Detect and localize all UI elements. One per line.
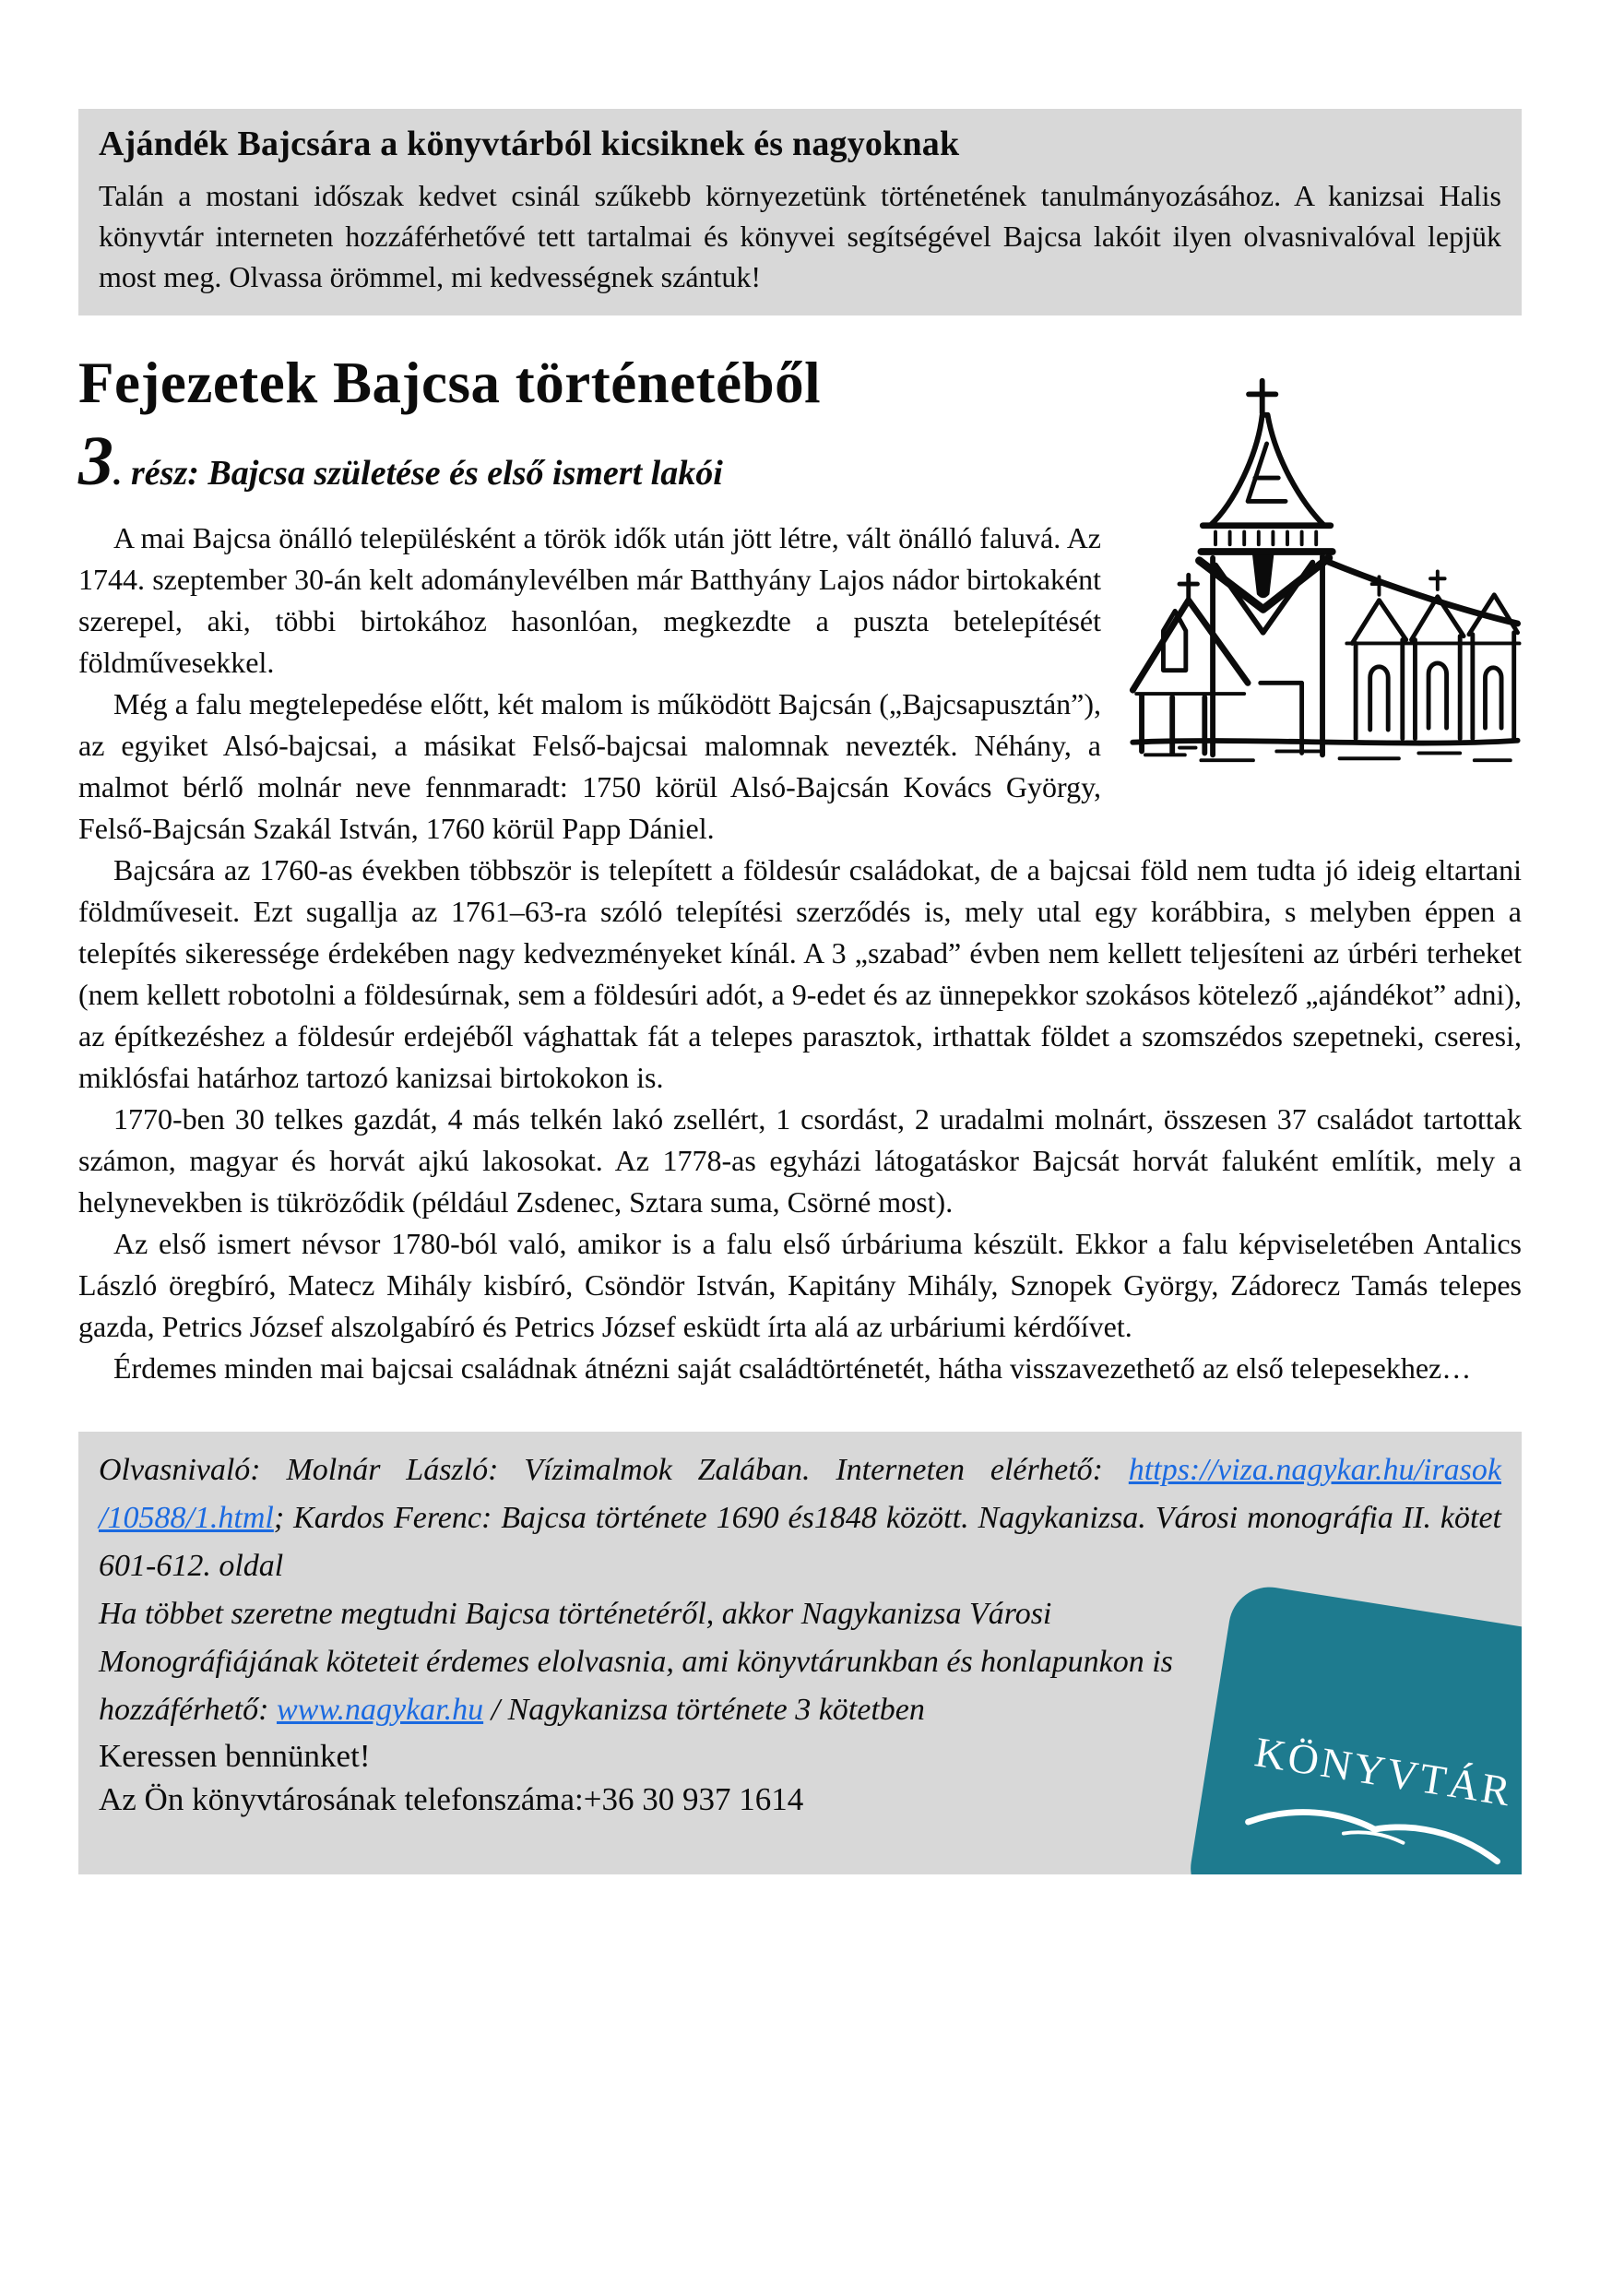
reading-info-box	[78, 1432, 1522, 1874]
church-illustration	[1125, 336, 1522, 767]
library-logo	[1185, 1581, 1522, 1874]
paragraph-3: Bajcsára az 1760-as években többször is telepített a földesúr családokat, de a bajcsai föld nem tudta jó ideig eltartani földműveseit. Ezt sugallja az 1761–63-ra szóló telepítési szerződés is, mely utal egy korábbira, s melyben éppen a telepítés sikeressége érdekében nagy kedvezményeket kínál. A 3 „szabad” évben nem kellett teljesíteni az úrbéri terheket (nem kellett robotolni a földesúrnak, sem a földesúri adót, a 9-edet és az ünnepekkor szokásos kötelező „ajándékot” adni), az építkezéshez a földesúr erdejéből vághattak fát a telepes parasztok, irthattak földet a szomszédos szepetneki, cseresi, miklósfai határhoz tartozó kanizsai birtokokon is.	[78, 852, 1522, 1094]
paragraph-2: Még a falu megtelepedése előtt, két malom is működött Bajcsán („Bajcsapusztán”), az egyiket Alsó-bajcsai, a másikat Felső-bajcsai malomnak nevezték. Néhány, a malmot bérlő molnár neve fennmaradt: 1750 körül Alsó-Bajcsán Kovács György, Felső-Bajcsán Szakál István, 1760 körül Papp Dániel.	[78, 686, 1101, 845]
church-line-drawing-icon	[1125, 336, 1522, 767]
announcement-box	[78, 109, 1522, 315]
librarian-phone-line: Az Ön könyvtárosának telefonszáma:+36 30 937 1614	[99, 1780, 804, 1817]
contact-cta: Keressen bennünket!	[99, 1737, 371, 1774]
monograph-text-after: / Nagykanizsa története 3 kötetben	[483, 1692, 925, 1727]
paragraph-4: 1770-ben 30 telkes gazdát, 4 más telkén lakó zsellért, 1 csordást, 2 uradalmi molnárt, összesen 37 családot tartottak számon, magyar és horvát ajkú lakosokat. Az 1778-as egyházi látogatáskor Bajcsát horvát faluként említik, mely a helynevekben is tükröződik (például Zsdenec, Sztara suma, Csörné most).	[78, 1101, 1522, 1219]
paragraph-5: Az első ismert névsor 1780-ból való, amikor is a falu első úrbáriuma készült. Ekkor a falu képviseletében Antalics László öregbíró, Matecz Mihály kisbíró, Csöndör István, Kapitány Mihály, Sznopek György, Zádorecz Tamás telepes gazda, Petrics József alszolgabíró és Petrics József esküdt írta alá az urbáriumi kérdőívet.	[78, 1226, 1522, 1343]
article-heading: Fejezetek Bajcsa történetéből	[78, 351, 822, 415]
refs-text-after: ; Kardos Ferenc: Bajcsa története 1690 és1848 között. Nagykanizsa. Városi monográfia II. kötet 601-612. oldal	[99, 1500, 1501, 1583]
part-number: 3	[78, 422, 113, 501]
paragraph-6: Érdemes minden mai bajcsai családnak átnézni saját családtörténetét, hátha visszavezethető az első telepesekhez…	[113, 1350, 1472, 1385]
viza-nagykar-link[interactable]: https://viza.nagykar.hu/irasok /10588/1.html	[99, 1452, 1501, 1535]
monograph-text-before: Ha többet szeretne megtudni Bajcsa történetéről, akkor Nagykanizsa Városi Monográfiájának köteteit érdemes elolvasnia, ami könyvtárunkban és honlapunkon is hozzáférhető:	[99, 1596, 1173, 1727]
library-logo-text: KÖNYVTÁR	[1251, 1728, 1516, 1815]
announcement-title: Ajándék Bajcsára a könyvtárból kicsiknek és nagyoknak	[99, 125, 960, 163]
refs-text-before: Olvasnivaló: Molnár László: Vízimalmok Zalában. Interneten elérhető:	[99, 1452, 1129, 1487]
page-content	[78, 109, 1522, 1874]
announcement-body: Talán a mostani időszak kedvet csinál szűkebb környezetünk történetének tanulmányozásához. A kanizsai Halis könyvtár interneten hozzáférhetővé tett tartalmai és könyvei segítségével Bajcsa lakóit ilyen olvasnivalóval lepjük most meg. Olvassa örömmel, mi kedvességnek szántuk!	[99, 179, 1501, 293]
nagykar-link[interactable]: www.nagykar.hu	[276, 1692, 484, 1727]
reading-references	[99, 1446, 1501, 1590]
subheading-text: . rész: Bajcsa születése és első ismert lakói	[113, 454, 723, 494]
paragraph-1: A mai Bajcsa önálló településként a török idők után jött létre, vált önálló faluvá. Az 1744. szeptember 30-án kelt adománylevélben már Batthyány Lajos nádor birtokaként szerepel, aki, többi birtokához hasonlóan, megkezdte a puszta betelepítését földművesekkel.	[78, 520, 1101, 679]
monograph-note	[99, 1590, 1196, 1734]
article	[78, 352, 1522, 1389]
